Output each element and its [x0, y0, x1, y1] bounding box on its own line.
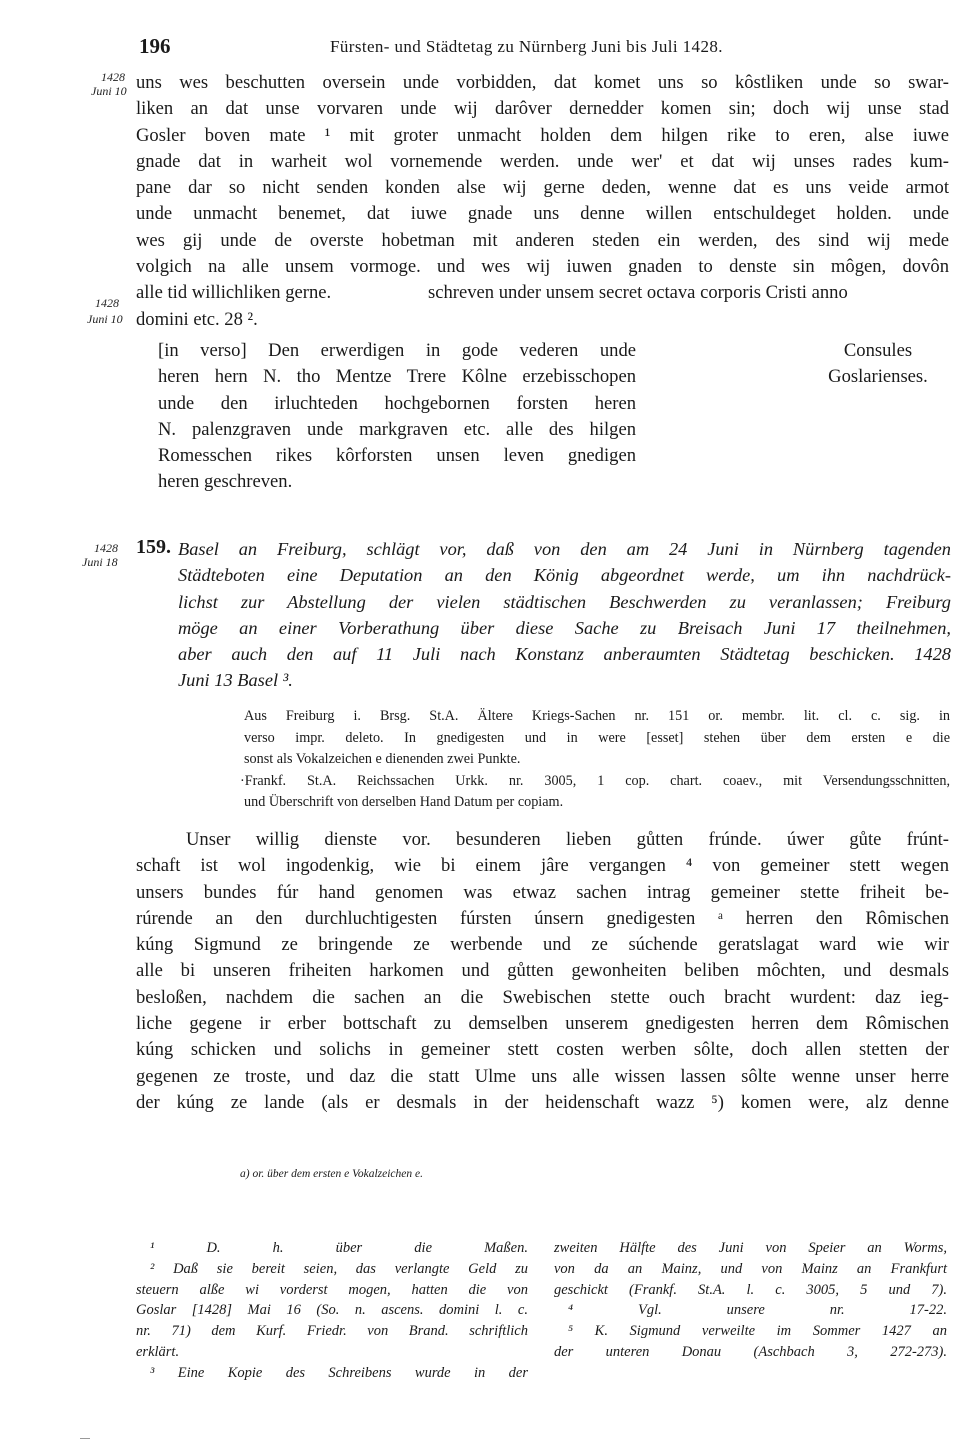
regest: [178, 536, 951, 694]
margin-note-1: 1428 Juni 10: [91, 70, 127, 98]
text-line: unsers bundes fúr hand genomen was etwaz sachen intrag gemeiner stette friheit be-: [136, 881, 949, 903]
source-line: und Überschrift von derselben Hand Datum per copiam.: [244, 794, 564, 811]
signature-line: Goslarienses.: [828, 366, 928, 388]
footnote-line: ³ Eine Kopie des Schreibens wurde in der: [150, 1364, 528, 1381]
text-line: schaft ist wol ingodenkig, wie bi einem jâre vergangen ⁴ von gemeiner stett wegen: [136, 855, 949, 877]
footnote-line: ⁵ K. Sigmund verweilte im Sommer 1427 an: [568, 1323, 947, 1340]
text-line: alle bi unseren friheiten harkomen und gůtten gewonheiten beliben môchten, und desmals: [136, 960, 949, 982]
letter-line: gnade dat in warheit wol vornemende werden. unde wer' et dat wij unses rades kum-: [136, 150, 949, 172]
text-line: besloßen, nachdem die sachen an die Swebischen stette ouch bracht wurdent: daz ieg-: [136, 986, 949, 1008]
document-number: 159.: [136, 536, 171, 558]
letter-line: liken an dat unse vorvaren unde wij darôver dernedder komen sin; doch wij unse stad: [136, 98, 949, 120]
regest-line: möge an einer Vorberathung über diese Sache zu Breisach Juni 17 theilnehmen,: [178, 617, 951, 638]
footnote-line: ⁴ Vgl. unsere nr. 17-22.: [568, 1302, 947, 1319]
address-line: N. palenzgraven unde markgraven etc. alle des hilgen: [158, 418, 636, 440]
footnotes-left: [136, 1238, 528, 1384]
regest-line: Städteboten eine Deputation an den König abgeordnet werde, um ihn nachdrück-: [178, 565, 951, 586]
letter-line: uns wes beschutten oversein unde vorbidden, dat komet uns so kôstliken unde so swar-: [136, 72, 949, 93]
regest-line: lichst zur Abstellung der vielen städtischen Beschwerden zu veranlassen; Freiburg: [178, 591, 951, 612]
running-title: Fürsten- und Städtetag zu Nürnberg Juni bis Juli 1428.: [330, 37, 723, 56]
source-note: [240, 706, 950, 814]
source-line: Aus Freiburg i. Brsg. St.A. Ältere Kriegs-Sachen nr. 151 or. membr. lit. cl. c. sig. in: [244, 708, 950, 724]
address-line: heren hern N. tho Mentze Trere Kôlne erzebisschopen: [158, 366, 636, 388]
letter-line: alle tid willichliken gerne.: [136, 282, 332, 304]
address-line: [in verso] Den erwerdigen in gode vederen unde: [158, 340, 636, 361]
letter-line: Gosler boven mate ¹ mit groter unmacht holden dem hilgen rike to eren, alse iuwe: [136, 124, 949, 146]
page-edge-mark: [80, 1438, 90, 1439]
letter-line: wes gij unde de overste hobetman mit anderen steden ein werden, des sind wij mede: [136, 229, 949, 251]
footnote-line: der unteren Donau (Aschbach 3, 272-273).: [554, 1343, 947, 1360]
letter-line: pane dar so nicht senden konden alse wij gerne deden, wenne dat es uns veide armot: [136, 177, 949, 199]
text-line: liche gegene ir erber bottschaft zu demselben unserem gnedigesten herren dem Rômischen: [136, 1013, 949, 1035]
text-line: rúrende an den durchluchtigesten fúrsten únsern gnedigesten ᵃ herren den Rômischen: [136, 907, 949, 929]
footnote-line: zweiten Hälfte des Juni von Speier an Worms,: [554, 1240, 947, 1256]
source-line: sonst als Vokalzeichen e dienenden zwei Punkte.: [244, 751, 521, 768]
footnote-line: geschickt (Frankf. St.A. l. c. 3005, 5 und 7).: [554, 1281, 947, 1298]
regest-line: aber auch den auf 11 Juli nach Konstanz anberaumten Städtetag beschicken. 1428: [178, 644, 951, 665]
text-line: der kúng ze lande (als er desmals in der heidenschaft wazz ⁵) komen were, alz denne: [136, 1091, 949, 1113]
address-line: Romesschen rikes kôrforsten unsen leven gnedigen: [158, 445, 636, 467]
footnote-line: ² Daß sie bereit seien, das verlangte Geld zu: [150, 1260, 528, 1277]
regest-line: Juni 13 Basel ³.: [178, 670, 293, 691]
signature: [818, 338, 938, 391]
letter-line: unde unmacht benemet, dat iuwe gnade uns denne willen entschuldeget holden. unde: [136, 203, 949, 225]
document-text: [136, 827, 949, 1116]
source-line: ·Frankf. St.A. Reichssachen Urkk. nr. 3005, 1 cop. chart. coaev., mit Versendungsschnitten,: [240, 772, 950, 789]
address-in-verso: [158, 338, 636, 496]
address-line: unde den irluchteden hochgebornen forsten heren: [158, 392, 636, 414]
margin-note-3: 1428 Juni 18: [82, 541, 118, 569]
margin-note-2: 1428 Juni 10: [87, 296, 123, 326]
textual-apparatus: a) or. über dem ersten e Vokalzeichen e.: [240, 1168, 423, 1180]
address-line: heren geschreven.: [158, 471, 293, 493]
footnotes-right: [554, 1238, 947, 1363]
dating-clause: schreven under unsem secret octava corporis Cristi anno: [428, 282, 848, 303]
source-line: verso impr. deleto. In gnedigesten und in were [esset] stehen über dem ersten e die: [244, 729, 950, 746]
signature-line: Consules: [843, 340, 913, 361]
text-line: kúng schicken und solichs in gemeiner stett costen werben sôlte, doch allen stetten der: [136, 1039, 949, 1061]
text-line: kúng Sigmund ze bringende ze werbende und ze súchende geratslagat ward wie wir: [136, 934, 949, 956]
page-number: 196: [139, 34, 171, 58]
letter-line: volgich na alle unsem vormoge. und wes wij iuwen gnaden to denste sin môgen, dovôn: [136, 256, 949, 278]
text-line: gegenen ze troste, und daz die statt Ulme uns alle wissen lassen sôlte wenne unser herre: [136, 1065, 949, 1087]
regest-line: Basel an Freiburg, schlägt vor, daß von den am 24 Juni in Nürnberg tagenden: [178, 539, 951, 559]
footnote-line: steuern alße wi vorderst mogen, hatten die von: [136, 1281, 528, 1298]
letter-line: domini etc. 28 ².: [136, 308, 258, 330]
text-line: Unser willig dienste vor. besunderen lieben gůtten frúnde. úwer gůte frúnt-: [186, 829, 949, 850]
footnote-line: Goslar [1428] Mai 16 (So. n. ascens. domini l. c.: [136, 1302, 528, 1319]
footnote-line: ¹ D. h. über die Maßen.: [150, 1240, 528, 1256]
footnote-line: nr. 71) dem Kurf. Friedr. von Brand. schriftlich: [136, 1323, 528, 1340]
footnote-line: von da an Mainz, und von Mainz an Frankfurt: [554, 1260, 947, 1277]
footnote-line: erklärt.: [136, 1343, 180, 1360]
